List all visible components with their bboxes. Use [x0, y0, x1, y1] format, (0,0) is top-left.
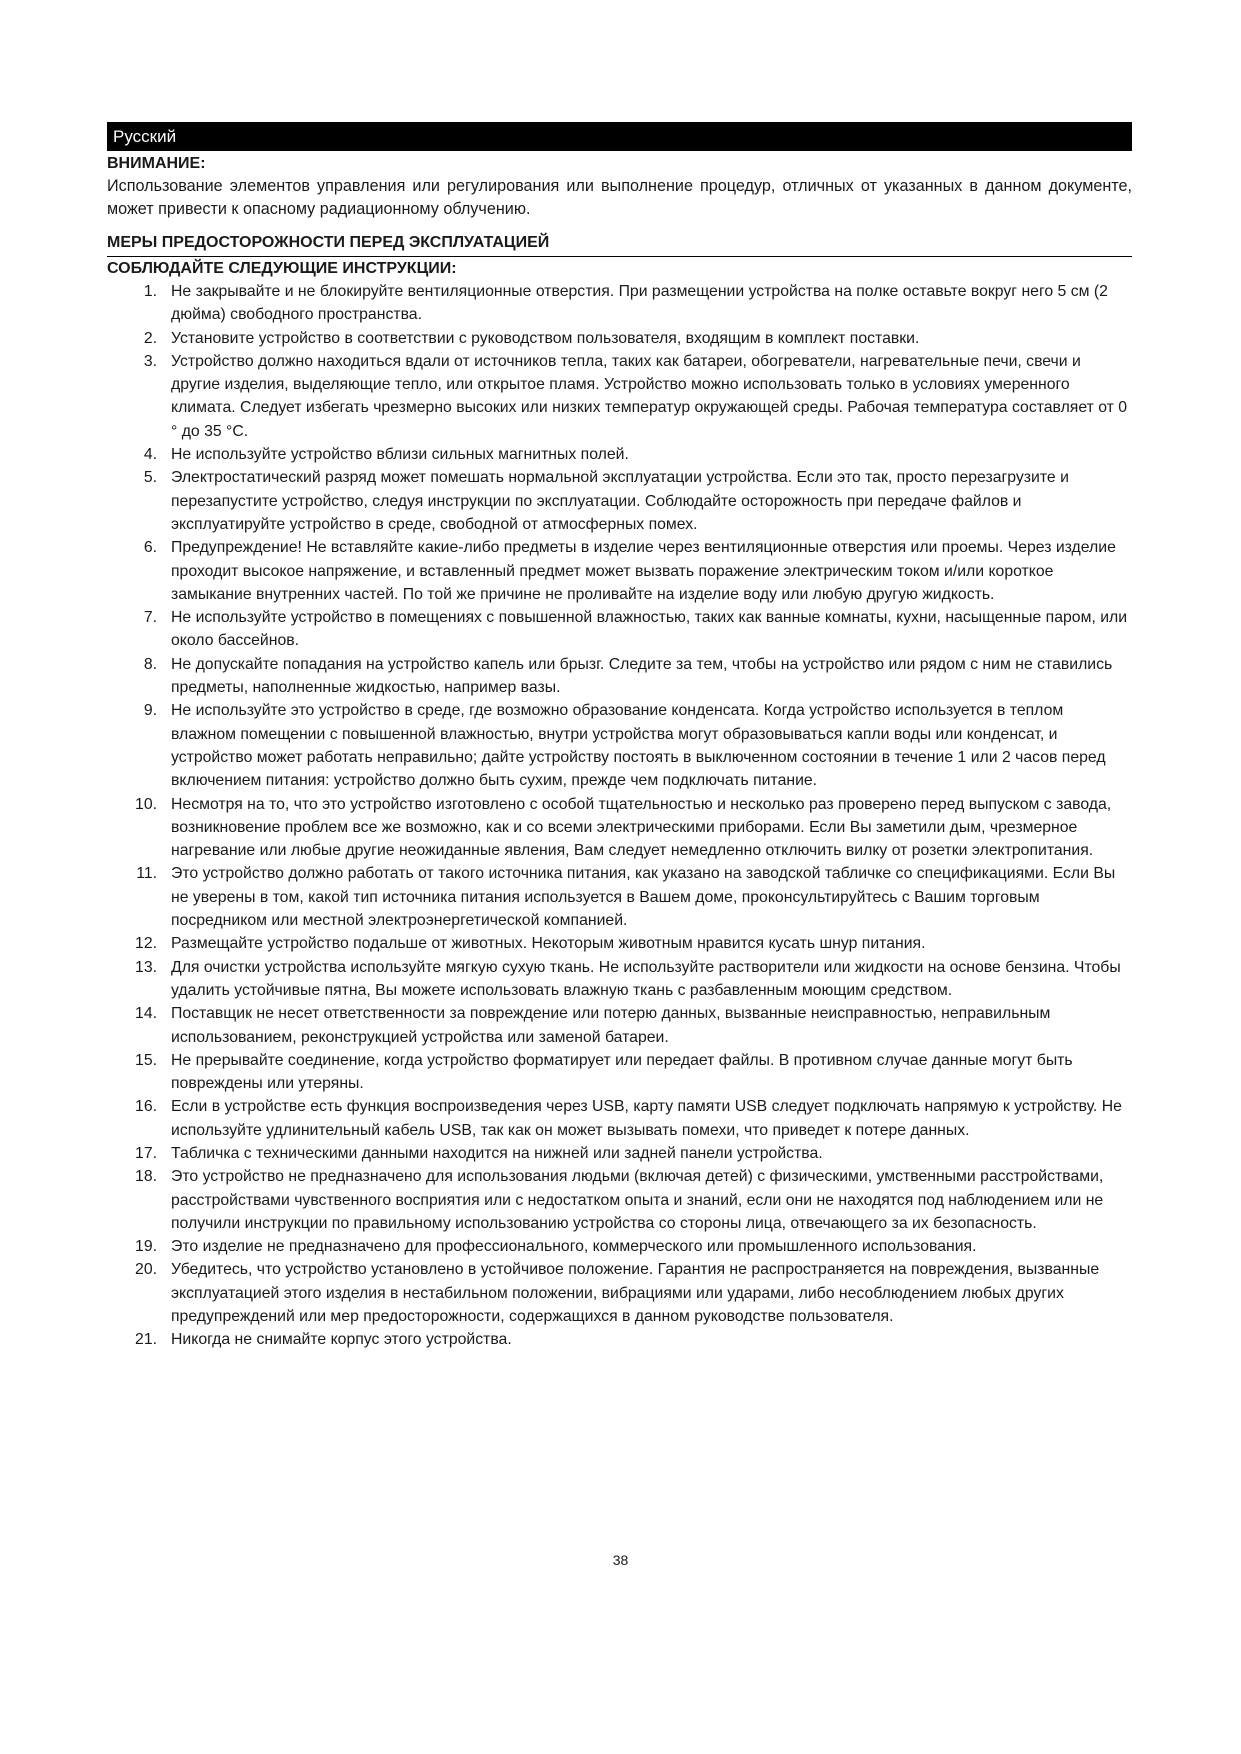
item-text: Размещайте устройство подальше от животных. Некоторым животным нравится кусать шнур питания. — [171, 935, 926, 953]
language-header: Русский — [107, 122, 1132, 151]
precautions-subtitle: СОБЛЮДАЙТЕ СЛЕДУЮЩИЕ ИНСТРУКЦИИ: — [107, 256, 1132, 280]
item-text: Поставщик не несет ответственности за повреждение или потерю данных, вызванные неисправностью, неправильным использованием, реконструкцией устройства или заменой батареи. — [171, 1005, 1051, 1046]
item-number: 1. — [143, 283, 157, 300]
list-item — [107, 862, 1132, 932]
item-number: 20. — [135, 1261, 157, 1279]
item-text: Установите устройство в соответствии с руководством пользователя, входящим в комплект поставки. — [171, 329, 920, 347]
item-number: 4. — [143, 446, 157, 464]
item-text: Это устройство должно работать от такого источника питания, как указано на заводской табличке со спецификациями. Если Вы не уверены в том, какой тип источника питания используется в Вашем доме, проконсультируйтесь с Вашим торговым посредником или местной электроэнергетической компанией. — [171, 865, 1116, 930]
item-text: Несмотря на то, что это устройство изготовлено с особой тщательностью и несколько раз проверено перед выпуском с завода, возникновение проблем все же возможно, как и со всеми электрическими приборами. Если Вы заметили дым, чрезмерное нагревание или любые другие неожиданные явления, Вам следует немедленно отключить вилку от розетки электропитания. — [171, 795, 1112, 860]
item-text: Это изделие не предназначено для профессионального, коммерческого или промышленного использования. — [171, 1238, 977, 1256]
item-number: 17. — [135, 1144, 157, 1162]
list-item — [107, 280, 1132, 327]
item-number: 11. — [136, 865, 157, 883]
item-number: 3. — [143, 352, 157, 370]
item-text: Электростатический разряд может помешать нормальной эксплуатации устройства. Если это так, просто перезагрузите и перезапустите устройство, следуя инструкции по эксплуатации. Соблюдайте осторожность при передаче файлов и эксплуатируйте устройство в среде, свободной от атмосферных помех. — [171, 469, 1069, 533]
list-item — [107, 327, 1132, 350]
item-number: 9. — [143, 702, 157, 720]
item-text: Убедитесь, что устройство установлено в устойчивое положение. Гарантия не распространяется на повреждения, вызванные эксплуатацией этого изделия в нестабильном положении, вибрациями или ударами, либо несоблюдением любых других предупреждений или мер предосторожности, содержащихся в данном руководстве пользователя. — [171, 1261, 1100, 1326]
precautions-list — [107, 280, 1132, 1352]
precautions-title: МЕРЫ ПРЕДОСТОРОЖНОСТИ ПЕРЕД ЭКСПЛУАТАЦИЕЙ — [107, 234, 550, 251]
item-number: 7. — [143, 609, 157, 627]
item-number: 10. — [135, 795, 157, 813]
list-item — [107, 536, 1132, 606]
item-number: 8. — [143, 655, 157, 673]
manual-page — [107, 122, 1132, 1352]
list-item — [107, 1328, 1132, 1351]
list-item — [107, 1002, 1132, 1049]
item-text: Табличка с техническими данными находится на нижней или задней панели устройства. — [171, 1144, 823, 1162]
list-item — [107, 606, 1132, 653]
list-item — [107, 1095, 1132, 1142]
item-text: Для очистки устройства используйте мягкую сухую ткань. Не используйте растворители или жидкости на основе бензина. Чтобы удалить устойчивые пятна, Вы можете использовать влажную ткань с разбавленным моющим средством. — [171, 958, 1121, 999]
item-number: 21. — [135, 1331, 157, 1349]
list-item — [107, 466, 1132, 536]
item-text: Не используйте это устройство в среде, где возможно образование конденсата. Когда устройство используется в теплом влажном помещении с повышенной влажностью, внутри устройства могут образовываться капли воды или конденсат, и устройство может работать неправильно; дайте устройству постоять в выключенном состоянии в течение 1 или 2 часов перед включением питания: устройство должно быть сухим, прежде чем подключать питание. — [171, 702, 1106, 790]
item-text: Не прерывайте соединение, когда устройство форматирует или передает файлы. В противном случае данные могут быть повреждены или утеряны. — [171, 1051, 1073, 1093]
list-item — [107, 1142, 1132, 1165]
item-number: 19. — [135, 1238, 157, 1256]
item-text: Если в устройстве есть функция воспроизведения через USB, карту памяти USB следует подключать напрямую к устройству. Не используйте удлинительный кабель USB, так как он может вызывать помехи, что приведет к потере данных. — [171, 1098, 1122, 1139]
item-number: 16. — [135, 1098, 157, 1116]
list-item — [107, 956, 1132, 1003]
list-item — [107, 443, 1132, 466]
list-item — [107, 793, 1132, 863]
item-text: Никогда не снимайте корпус этого устройства. — [171, 1331, 512, 1349]
list-item — [107, 350, 1132, 443]
item-text: Предупреждение! Не вставляйте какие-либо предметы в изделие через вентиляционные отверстия или проемы. Через изделие проходит высокое напряжение, и вставленный предмет может вызвать поражение электрическим током и/или короткое замыкание внутренних частей. По той же причине не проливайте на изделие воду или любую другую жидкость. — [171, 539, 1116, 603]
item-text: Не закрывайте и не блокируйте вентиляционные отверстия. При размещении устройства на полке оставьте вокруг него 5 см (2 дюйма) свободного пространства. — [171, 283, 1108, 324]
list-item — [107, 1235, 1132, 1258]
item-number: 6. — [143, 539, 157, 557]
warning-text: Использование элементов управления или регулирования или выполнение процедур, отличных от указанных в данном документе, может привести к опасному радиационному облучению. — [107, 177, 1132, 218]
list-item — [107, 1049, 1132, 1096]
item-number: 12. — [135, 935, 157, 953]
item-number: 18. — [135, 1168, 157, 1186]
item-text: Это устройство не предназначено для использования людьми (включая детей) с физическими, умственными расстройствами, расстройствами чувственного восприятия или с недостатком опыта и знаний, если они не находятся под наблюдением или не получили инструкции по правильному использованию устройства со стороны лица, отвечающего за их безопасность. — [171, 1168, 1104, 1232]
list-item — [107, 1165, 1132, 1235]
warning-title: ВНИМАНИЕ: — [107, 155, 206, 172]
item-number: 2. — [143, 329, 157, 347]
list-item — [107, 653, 1132, 700]
item-number: 5. — [143, 469, 157, 487]
list-item — [107, 1258, 1132, 1328]
item-number: 14. — [135, 1005, 157, 1023]
item-number: 15. — [135, 1051, 157, 1069]
item-text: Устройство должно находиться вдали от источников тепла, таких как батареи, обогреватели, нагревательные печи, свечи и другие изделия, выделяющие тепло, или открытое пламя. Устройство можно использовать только в условиях умеренного климата. Следует избегать чрезмерно высоких или низких температур окружающей среды. Рабочая температура составляет от 0 ° до 35 °C. — [171, 352, 1128, 440]
item-text: Не используйте устройство вблизи сильных магнитных полей. — [171, 446, 629, 464]
item-text: Не допускайте попадания на устройство капель или брызг. Следите за тем, чтобы на устройство или рядом с ним не ставились предметы, наполненные жидкостью, например вазы. — [171, 655, 1113, 697]
list-item — [107, 699, 1132, 792]
item-number: 13. — [135, 958, 157, 976]
list-item — [107, 932, 1132, 955]
item-text: Не используйте устройство в помещениях с повышенной влажностью, таких как ванные комнаты, кухни, насыщенные паром, или около бассейнов. — [171, 609, 1128, 650]
page-number: 38 — [612, 1552, 629, 1568]
